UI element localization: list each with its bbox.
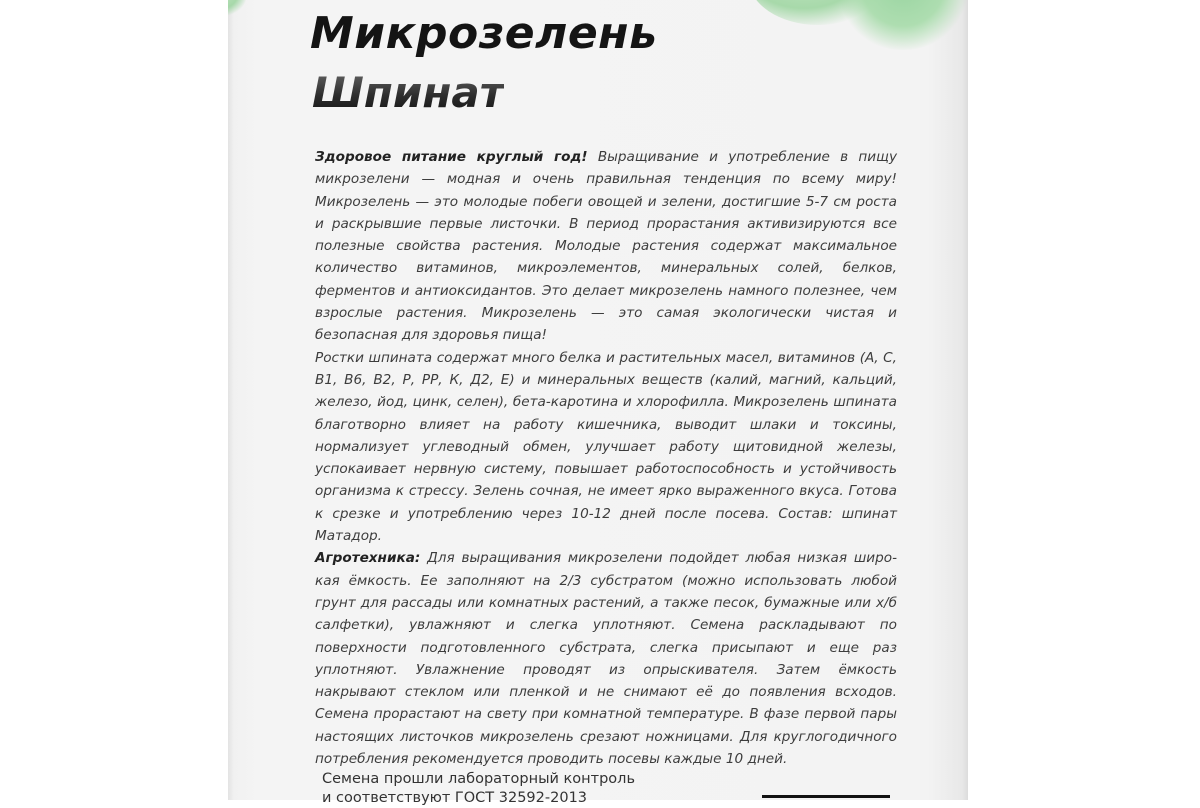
intro-text: Выращивание и употребление в пищу микрозелени — модная и очень правильная тенденция по всему миру! Микрозелень — это молодые побеги овощей и зелени, достигшие 5-7 см роста и раскрывшие первые листочки. В период прорастания активизируются все полезные свойства растения. Молодые растения содержат максимальное количество витаминов, микроэлементов, минеральных солей, белков, ферментов и антиоксидантов. Это делает микрозелень намного полезнее, чем взрослые растения. Микрозелень — это самая экологически чистая и безопасная для здоровья пища! bbox=[315, 149, 897, 344]
product-subtitle: Шпинат bbox=[312, 68, 505, 117]
agrotech-label: Агротехника: bbox=[315, 550, 421, 567]
agrotech-text: Для выращивания микрозелени подойдет любая низкая широкая ёмкость. Ее заполняют на 2/3 субстратом (можно использовать любой грунт для рассады или комнатных растений, а также песок, бумажные или х/б салфетки), увлажняют и слегка уплотняют. Семена раскладывают по поверхности подготовленного субстрата, слегка присыпают и еще раз уплотняют. Увлажнение проводят из опрыскивателя. Затем ёмкость накрывают стеклом или пленкой и не снимают её до появления всходов. Семена прорастают на свету при комнатной температуре. В фазе первой пары настоящих листочков микрозелень срезают ножницами. Для круглогодичного потребления рекомендуется проводить посевы каждые 10 дней. bbox=[315, 550, 897, 768]
intro-heading: Здоровое питание круглый год! bbox=[315, 149, 588, 165]
description-block bbox=[315, 146, 897, 770]
intro-paragraph bbox=[315, 146, 897, 347]
barcode-edge bbox=[762, 795, 890, 798]
lab-line-1: Семена прошли лабораторный контроль bbox=[322, 771, 635, 787]
agrotech-paragraph bbox=[315, 547, 897, 770]
leaf-illustration bbox=[228, 0, 246, 16]
leaf-illustration bbox=[838, 0, 968, 50]
product-title: Микрозелень bbox=[310, 8, 658, 59]
lab-control-note bbox=[322, 770, 742, 808]
spinach-paragraph: Ростки шпината содержат много белка и растительных масел, витаминов (А, С, В1, В6, В2, Р, РР, К, Д2, Е) и минеральных веществ (калий, магний, кальций, железо, йод, цинк, селен), бета-каротина и хлорофилла. Микрозелень шпината благотворно влияет на работу кишечника, выводит шлаки и токсины, нормализует углеводный обмен, улучшает работу щитовидной железы, успокаивает нервную систему, повышает работоспособность и устойчивость организма к стрессу. Зелень сочная, не имеет ярко выраженного вкуса. Готова к срезке и употреблению через 10-12 дней после посева. Состав: шпинат Матадор. bbox=[315, 349, 897, 545]
lab-line-2: и соответствуют ГОСТ 32592-2013 bbox=[322, 790, 588, 806]
